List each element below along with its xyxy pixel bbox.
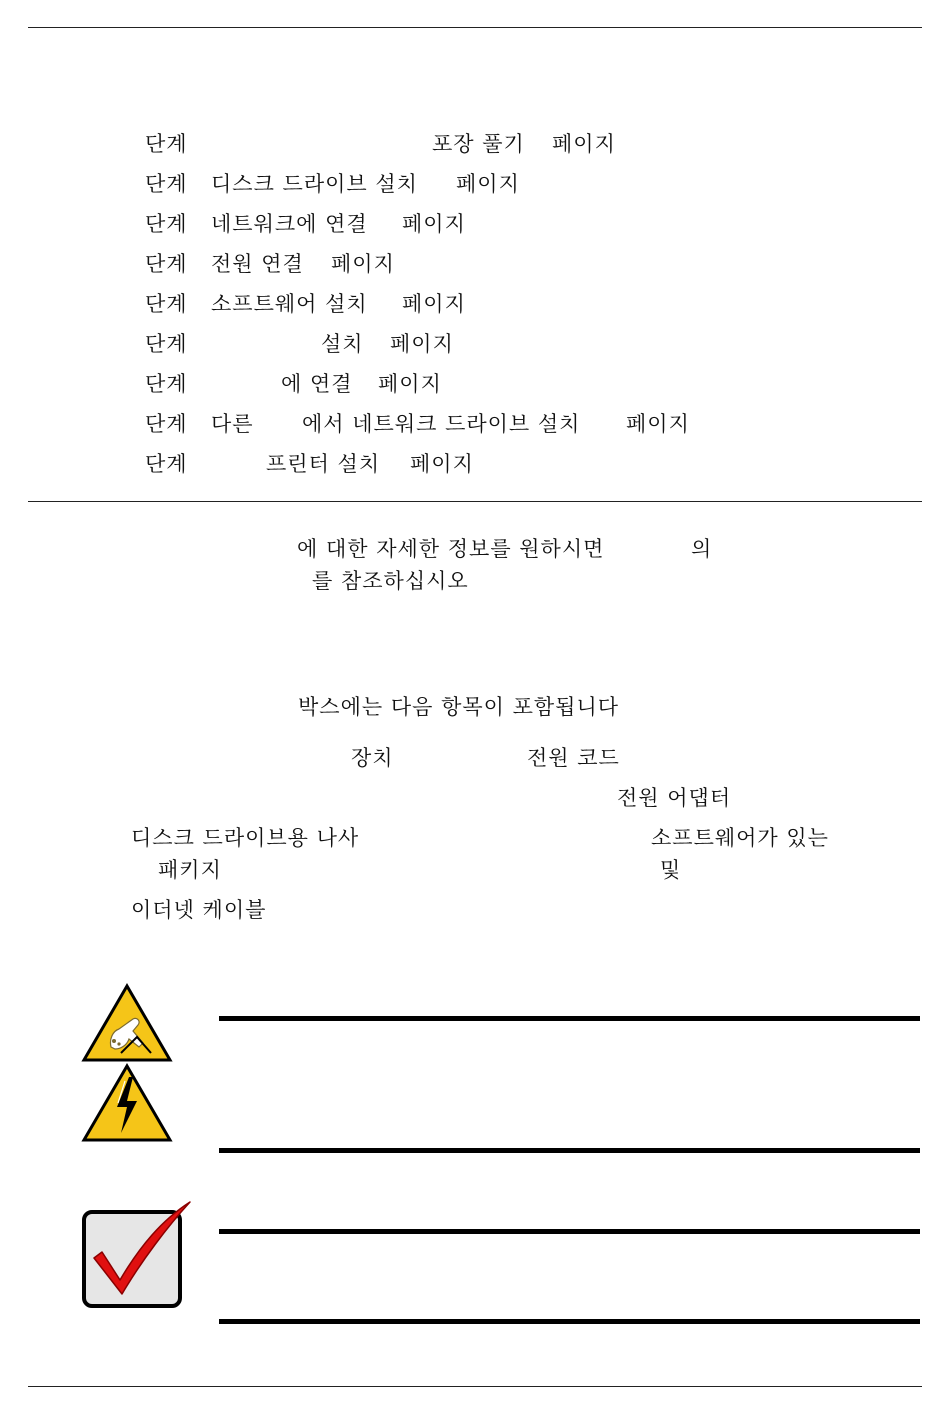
step-title: 에 연결 [281,372,353,396]
step-title: 에서 네트워크 드라이브 설치 [302,412,581,436]
step-title: 다른 [211,412,254,436]
step-page: 페이지 [410,452,474,476]
note-rule-top [219,1229,920,1234]
box-intro: 박스에는 다음 항목이 포함됩니다 [298,695,620,719]
box-item-screws-pkg: 패키지 [158,858,222,882]
box-item-power-cord: 전원 코드 [527,746,620,770]
section-rule [28,501,922,502]
step-title: 설치 [321,332,364,356]
box-item-screws: 디스크 드라이브용 나사 [131,826,360,850]
step-page: 페이지 [390,332,454,356]
step-title: 프린터 설치 [266,452,381,476]
electrical-hazard-icon [81,1063,173,1143]
step-title: 포장 풀기 [432,132,525,156]
step-label: 단계 [145,372,188,396]
info-line-1-end: 의 [691,537,713,561]
esd-warning-icon [81,983,173,1063]
caution-rule-bottom [219,1148,920,1153]
top-rule [28,27,922,28]
caution-rule-top [219,1016,920,1021]
step-label: 단계 [145,132,188,156]
box-item-power-adapter: 전원 어댑터 [617,786,732,810]
step-page: 페이지 [378,372,442,396]
step-label: 단계 [145,212,188,236]
box-item-and: 및 [660,858,682,882]
box-item-ethernet: 이더넷 케이블 [131,898,267,922]
step-title: 전원 연결 [211,252,304,276]
step-title: 네트워크에 연결 [211,212,368,236]
note-rule-bottom [219,1319,920,1324]
step-label: 단계 [145,332,188,356]
info-line-2: 를 참조하십시오 [312,569,469,593]
box-item-software: 소프트웨어가 있는 [651,826,829,850]
step-title: 디스크 드라이브 설치 [211,172,418,196]
step-label: 단계 [145,172,188,196]
step-page: 페이지 [626,412,690,436]
step-page: 페이지 [402,292,466,316]
step-page: 페이지 [456,172,520,196]
step-page: 페이지 [402,212,466,236]
box-item-device: 장치 [351,746,394,770]
checkmark-note-icon [80,1198,195,1313]
step-label: 단계 [145,292,188,316]
info-line-1: 에 대한 자세한 정보를 원하시면 [297,537,605,561]
step-page: 페이지 [552,132,616,156]
step-label: 단계 [145,452,188,476]
step-label: 단계 [145,412,188,436]
step-label: 단계 [145,252,188,276]
step-page: 페이지 [331,252,395,276]
bottom-rule [28,1386,922,1387]
step-title: 소프트웨어 설치 [211,292,368,316]
